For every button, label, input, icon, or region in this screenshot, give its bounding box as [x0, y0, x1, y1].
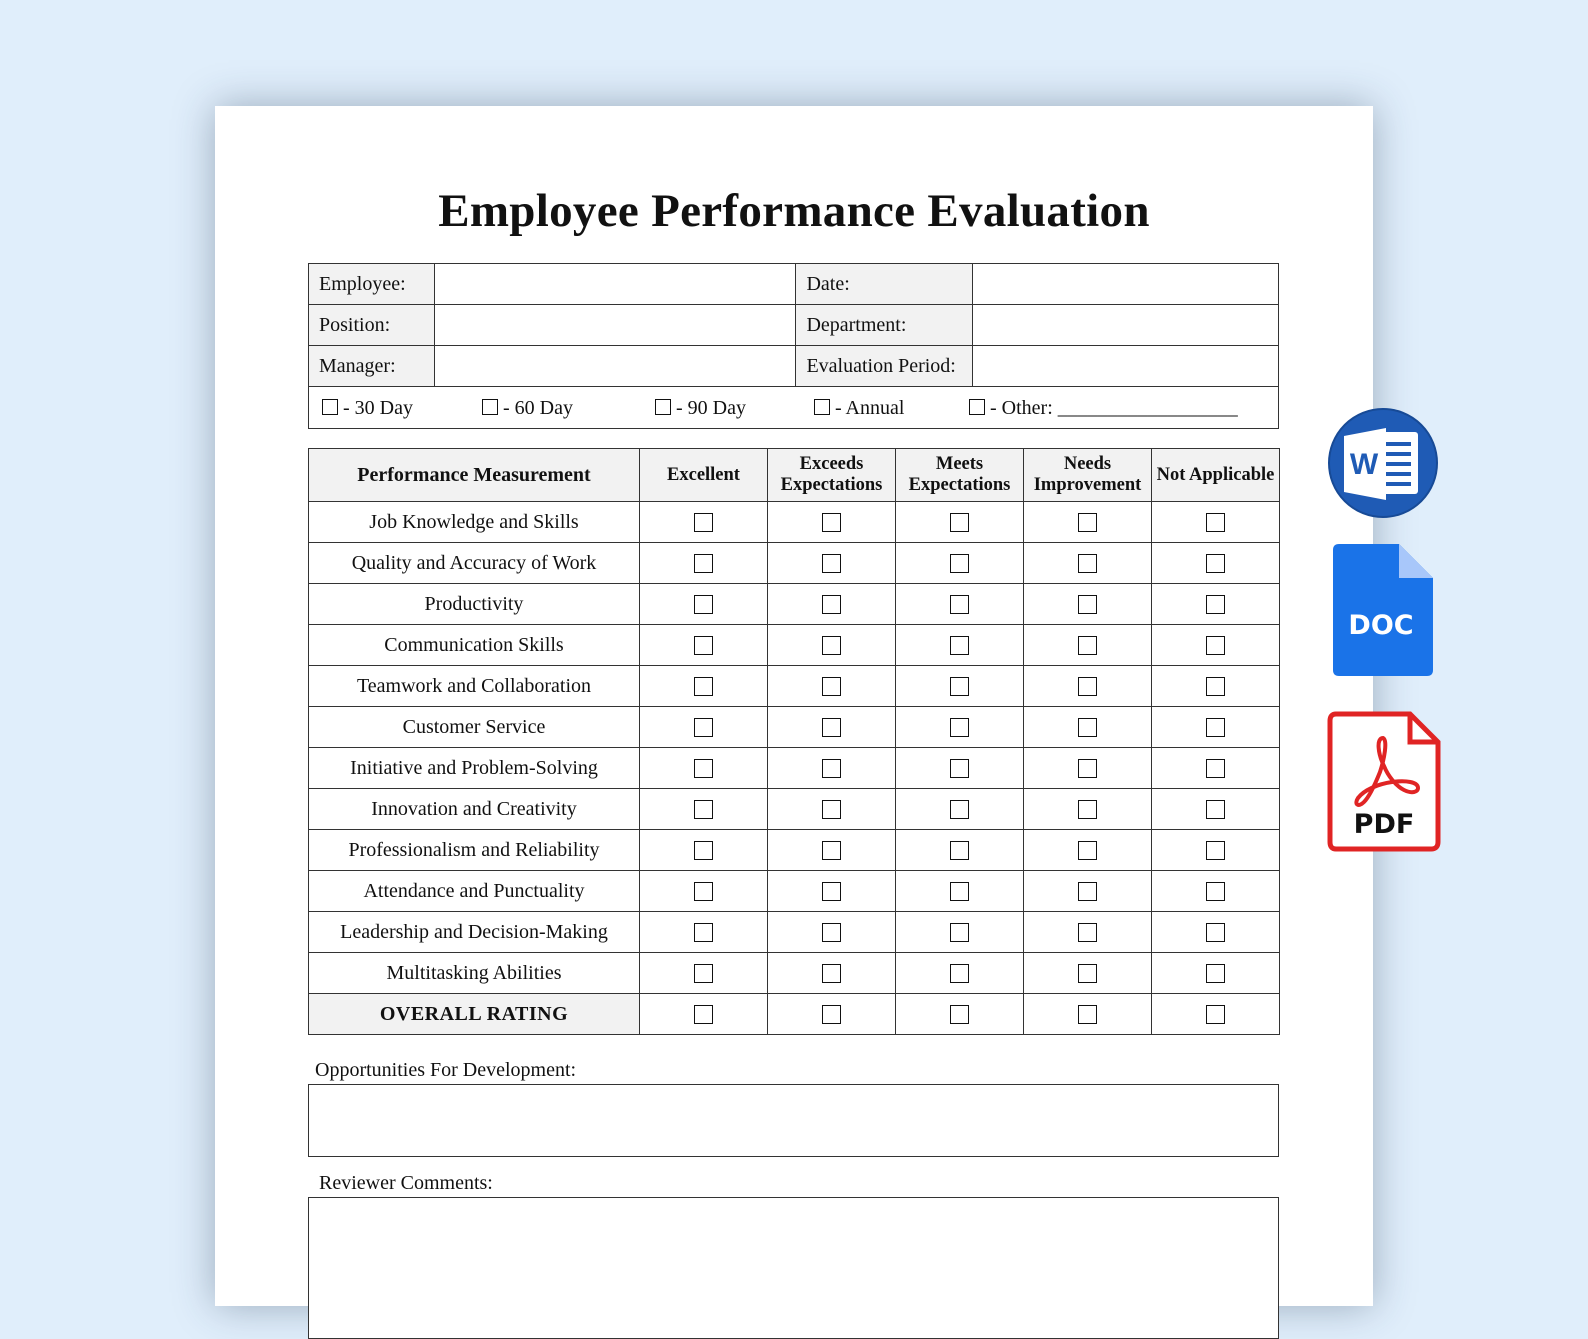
date-field[interactable] [973, 264, 1279, 305]
rating-cell-needs-improvement [1024, 830, 1152, 871]
rating-cell-needs-improvement [1024, 707, 1152, 748]
rating-cell-needs-improvement [1024, 871, 1152, 912]
rating-cell-excellent [640, 625, 768, 666]
rating-checkbox-meets-expectations[interactable] [950, 718, 969, 737]
rating-checkbox-exceeds-expectations[interactable] [822, 677, 841, 696]
rating-cell-excellent [640, 789, 768, 830]
rating-cell-not-applicable [1152, 584, 1280, 625]
rating-cell-exceeds-expectations [768, 748, 896, 789]
rating-cell-excellent [640, 994, 768, 1035]
rating-checkbox-excellent[interactable] [694, 554, 713, 573]
rating-cell-exceeds-expectations [768, 871, 896, 912]
criterion-label: Leadership and Decision-Making [309, 912, 640, 953]
rating-cell-meets-expectations [896, 543, 1024, 584]
header-needs-improvement: Needs Improvement [1024, 449, 1152, 502]
rating-checkbox-meets-expectations[interactable] [950, 800, 969, 819]
header-performance-measurement: Performance Measurement [309, 449, 640, 502]
criterion-row [309, 912, 1280, 953]
checkbox-annual[interactable] [814, 399, 830, 415]
rating-checkbox-exceeds-expectations[interactable] [822, 513, 841, 532]
rating-cell-not-applicable [1152, 666, 1280, 707]
rating-checkbox-not-applicable[interactable] [1206, 513, 1225, 532]
rating-checkbox-meets-expectations[interactable] [950, 554, 969, 573]
rating-checkbox-not-applicable[interactable] [1206, 882, 1225, 901]
criterion-label: Innovation and Creativity [309, 789, 640, 830]
rating-checkbox-excellent[interactable] [694, 677, 713, 696]
rating-cell-meets-expectations [896, 625, 1024, 666]
criterion-row [309, 871, 1280, 912]
checkbox-60-day[interactable] [482, 399, 498, 415]
rating-cell-exceeds-expectations [768, 953, 896, 994]
rating-checkbox-meets-expectations[interactable] [950, 923, 969, 942]
rating-cell-needs-improvement [1024, 748, 1152, 789]
rating-cell-needs-improvement [1024, 789, 1152, 830]
rating-checkbox-needs-improvement[interactable] [1078, 513, 1097, 532]
rating-checkbox-excellent[interactable] [694, 841, 713, 860]
rating-cell-exceeds-expectations [768, 543, 896, 584]
position-field[interactable] [434, 305, 795, 346]
criterion-label: Initiative and Problem-Solving [309, 748, 640, 789]
criterion-row [309, 748, 1280, 789]
rating-cell-exceeds-expectations [768, 625, 896, 666]
rating-cell-needs-improvement [1024, 502, 1152, 543]
rating-cell-exceeds-expectations [768, 584, 896, 625]
rating-cell-needs-improvement [1024, 543, 1152, 584]
rating-cell-needs-improvement [1024, 953, 1152, 994]
rating-cell-meets-expectations [896, 912, 1024, 953]
rating-cell-exceeds-expectations [768, 707, 896, 748]
rating-cell-meets-expectations [896, 666, 1024, 707]
info-row-position [309, 305, 1279, 346]
rating-cell-not-applicable [1152, 871, 1280, 912]
checkbox-90-day[interactable] [655, 399, 671, 415]
rating-checkbox-exceeds-expectations[interactable] [822, 800, 841, 819]
department-field[interactable] [973, 305, 1279, 346]
rating-checkbox-excellent[interactable] [694, 964, 713, 983]
rating-checkbox-excellent[interactable] [694, 636, 713, 655]
rating-checkbox-needs-improvement[interactable] [1078, 841, 1097, 860]
header-not-applicable: Not Applicable [1152, 449, 1280, 502]
rating-checkbox-exceeds-expectations[interactable] [822, 636, 841, 655]
info-row-employee [309, 264, 1279, 305]
rating-checkbox-not-applicable[interactable] [1206, 964, 1225, 983]
rating-cell-meets-expectations [896, 748, 1024, 789]
period-option-label: - 60 Day [503, 397, 573, 419]
period-option-60-day[interactable] [482, 397, 573, 420]
rating-checkbox-exceeds-expectations[interactable] [822, 964, 841, 983]
rating-cell-not-applicable [1152, 994, 1280, 1035]
rating-checkbox-needs-improvement[interactable] [1078, 923, 1097, 942]
rating-cell-exceeds-expectations [768, 912, 896, 953]
criterion-row [309, 584, 1280, 625]
criterion-row [309, 830, 1280, 871]
rating-checkbox-needs-improvement[interactable] [1078, 554, 1097, 573]
criterion-label: Customer Service [309, 707, 640, 748]
rating-cell-excellent [640, 543, 768, 584]
rating-checkbox-exceeds-expectations[interactable] [822, 759, 841, 778]
doc-icon-label: DOC [1348, 610, 1414, 641]
development-text-box[interactable] [308, 1084, 1279, 1157]
criterion-label: Multitasking Abilities [309, 953, 640, 994]
rating-cell-excellent [640, 666, 768, 707]
checkbox-30-day[interactable] [322, 399, 338, 415]
rating-cell-meets-expectations [896, 953, 1024, 994]
criterion-row [309, 666, 1280, 707]
criterion-row [309, 543, 1280, 584]
rating-checkbox-not-applicable[interactable] [1206, 677, 1225, 696]
criterion-row [309, 707, 1280, 748]
rating-checkbox-needs-improvement[interactable] [1078, 677, 1097, 696]
rating-cell-exceeds-expectations [768, 830, 896, 871]
period-option-label: - Other: __________________ [990, 397, 1238, 419]
rating-checkbox-excellent[interactable] [694, 1005, 713, 1024]
criterion-label: Communication Skills [309, 625, 640, 666]
rating-cell-excellent [640, 707, 768, 748]
doc-file-icon [1333, 544, 1433, 676]
criterion-row [309, 789, 1280, 830]
rating-cell-needs-improvement [1024, 584, 1152, 625]
rating-checkbox-meets-expectations[interactable] [950, 595, 969, 614]
criterion-label: Productivity [309, 584, 640, 625]
rating-checkbox-needs-improvement[interactable] [1078, 718, 1097, 737]
criterion-row [309, 953, 1280, 994]
employee-label: Employee: [309, 264, 435, 305]
comments-text-box[interactable] [308, 1197, 1279, 1339]
period-option-30-day[interactable] [322, 397, 413, 420]
rating-cell-needs-improvement [1024, 666, 1152, 707]
criterion-row [309, 502, 1280, 543]
rating-cell-meets-expectations [896, 707, 1024, 748]
period-option-annual[interactable] [814, 397, 904, 420]
rating-checkbox-meets-expectations[interactable] [950, 964, 969, 983]
criterion-label: Attendance and Punctuality [309, 871, 640, 912]
rating-checkbox-meets-expectations[interactable] [950, 636, 969, 655]
rating-checkbox-exceeds-expectations[interactable] [822, 923, 841, 942]
period-option-other[interactable] [969, 397, 1238, 420]
info-row-manager [309, 346, 1279, 387]
overall-rating-label: OVERALL RATING [309, 994, 640, 1035]
rating-cell-not-applicable [1152, 543, 1280, 584]
pdf-file-icon [1326, 710, 1442, 853]
rating-cell-meets-expectations [896, 789, 1024, 830]
rating-checkbox-needs-improvement[interactable] [1078, 964, 1097, 983]
rating-checkbox-meets-expectations[interactable] [950, 841, 969, 860]
rating-checkbox-exceeds-expectations[interactable] [822, 1005, 841, 1024]
period-option-label: - 90 Day [676, 397, 746, 419]
rating-cell-not-applicable [1152, 707, 1280, 748]
rating-cell-excellent [640, 953, 768, 994]
rating-cell-excellent [640, 748, 768, 789]
header-meets-expectations: Meets Expectations [896, 449, 1024, 502]
performance-body [309, 502, 1280, 1035]
evaluation-period-field[interactable] [973, 346, 1279, 387]
rating-cell-meets-expectations [896, 584, 1024, 625]
rating-checkbox-meets-expectations[interactable] [950, 677, 969, 696]
criterion-label: Job Knowledge and Skills [309, 502, 640, 543]
rating-cell-exceeds-expectations [768, 502, 896, 543]
rating-checkbox-excellent[interactable] [694, 595, 713, 614]
word-file-icon [1328, 408, 1438, 518]
rating-checkbox-exceeds-expectations[interactable] [822, 595, 841, 614]
rating-checkbox-not-applicable[interactable] [1206, 554, 1225, 573]
checkbox-other[interactable] [969, 399, 985, 415]
rating-cell-excellent [640, 871, 768, 912]
rating-checkbox-not-applicable[interactable] [1206, 636, 1225, 655]
rating-cell-not-applicable [1152, 789, 1280, 830]
period-options-cell [309, 387, 1279, 429]
rating-checkbox-needs-improvement[interactable] [1078, 595, 1097, 614]
rating-checkbox-excellent[interactable] [694, 513, 713, 532]
department-label: Department: [796, 305, 973, 346]
rating-checkbox-not-applicable[interactable] [1206, 923, 1225, 942]
rating-cell-needs-improvement [1024, 625, 1152, 666]
rating-cell-not-applicable [1152, 912, 1280, 953]
rating-checkbox-exceeds-expectations[interactable] [822, 841, 841, 860]
rating-cell-not-applicable [1152, 748, 1280, 789]
position-label: Position: [309, 305, 435, 346]
rating-checkbox-not-applicable[interactable] [1206, 841, 1225, 860]
document-page [215, 106, 1373, 1306]
date-label: Date: [796, 264, 973, 305]
manager-label: Manager: [309, 346, 435, 387]
overall-rating-row [309, 994, 1280, 1035]
header-exceeds-expectations: Exceeds Expectations [768, 449, 896, 502]
rating-checkbox-not-applicable[interactable] [1206, 718, 1225, 737]
rating-checkbox-needs-improvement[interactable] [1078, 800, 1097, 819]
rating-cell-not-applicable [1152, 502, 1280, 543]
rating-cell-not-applicable [1152, 953, 1280, 994]
rating-cell-meets-expectations [896, 871, 1024, 912]
rating-cell-exceeds-expectations [768, 789, 896, 830]
rating-checkbox-excellent[interactable] [694, 923, 713, 942]
rating-checkbox-exceeds-expectations[interactable] [822, 554, 841, 573]
rating-cell-not-applicable [1152, 830, 1280, 871]
rating-cell-needs-improvement [1024, 994, 1152, 1035]
rating-cell-meets-expectations [896, 502, 1024, 543]
rating-checkbox-meets-expectations[interactable] [950, 759, 969, 778]
rating-checkbox-needs-improvement[interactable] [1078, 1005, 1097, 1024]
rating-cell-excellent [640, 830, 768, 871]
word-icon-letter: W [1349, 448, 1379, 481]
rating-cell-exceeds-expectations [768, 666, 896, 707]
rating-checkbox-needs-improvement[interactable] [1078, 759, 1097, 778]
rating-checkbox-not-applicable[interactable] [1206, 759, 1225, 778]
rating-cell-needs-improvement [1024, 912, 1152, 953]
rating-checkbox-not-applicable[interactable] [1206, 1005, 1225, 1024]
performance-header-row [309, 449, 1280, 502]
rating-cell-meets-expectations [896, 994, 1024, 1035]
comments-label: Reviewer Comments: [319, 1172, 493, 1194]
rating-cell-not-applicable [1152, 625, 1280, 666]
criterion-row [309, 625, 1280, 666]
criterion-label: Teamwork and Collaboration [309, 666, 640, 707]
rating-checkbox-meets-expectations[interactable] [950, 513, 969, 532]
rating-cell-excellent [640, 502, 768, 543]
rating-checkbox-excellent[interactable] [694, 718, 713, 737]
period-option-90-day[interactable] [655, 397, 746, 420]
evaluation-period-label: Evaluation Period: [796, 346, 973, 387]
rating-checkbox-excellent[interactable] [694, 759, 713, 778]
criterion-label: Professionalism and Reliability [309, 830, 640, 871]
period-option-label: - 30 Day [343, 397, 413, 419]
pdf-icon-label: PDF [1353, 809, 1415, 840]
rating-cell-excellent [640, 584, 768, 625]
header-excellent: Excellent [640, 449, 768, 502]
performance-table [308, 448, 1280, 1035]
rating-checkbox-meets-expectations[interactable] [950, 1005, 969, 1024]
rating-checkbox-excellent[interactable] [694, 800, 713, 819]
rating-checkbox-meets-expectations[interactable] [950, 882, 969, 901]
manager-field[interactable] [434, 346, 795, 387]
rating-cell-exceeds-expectations [768, 994, 896, 1035]
employee-info-table [308, 263, 1279, 429]
period-option-label: - Annual [835, 397, 905, 419]
period-options [309, 387, 1278, 428]
rating-checkbox-exceeds-expectations[interactable] [822, 882, 841, 901]
rating-checkbox-excellent[interactable] [694, 882, 713, 901]
rating-checkbox-exceeds-expectations[interactable] [822, 718, 841, 737]
employee-field[interactable] [434, 264, 795, 305]
document-title: Employee Performance Evaluation [438, 185, 1150, 237]
development-label: Opportunities For Development: [315, 1059, 577, 1081]
rating-checkbox-needs-improvement[interactable] [1078, 636, 1097, 655]
rating-checkbox-not-applicable[interactable] [1206, 595, 1225, 614]
rating-cell-excellent [640, 912, 768, 953]
rating-cell-meets-expectations [896, 830, 1024, 871]
rating-checkbox-not-applicable[interactable] [1206, 800, 1225, 819]
period-options-row [309, 387, 1279, 429]
criterion-label: Quality and Accuracy of Work [309, 543, 640, 584]
rating-checkbox-needs-improvement[interactable] [1078, 882, 1097, 901]
